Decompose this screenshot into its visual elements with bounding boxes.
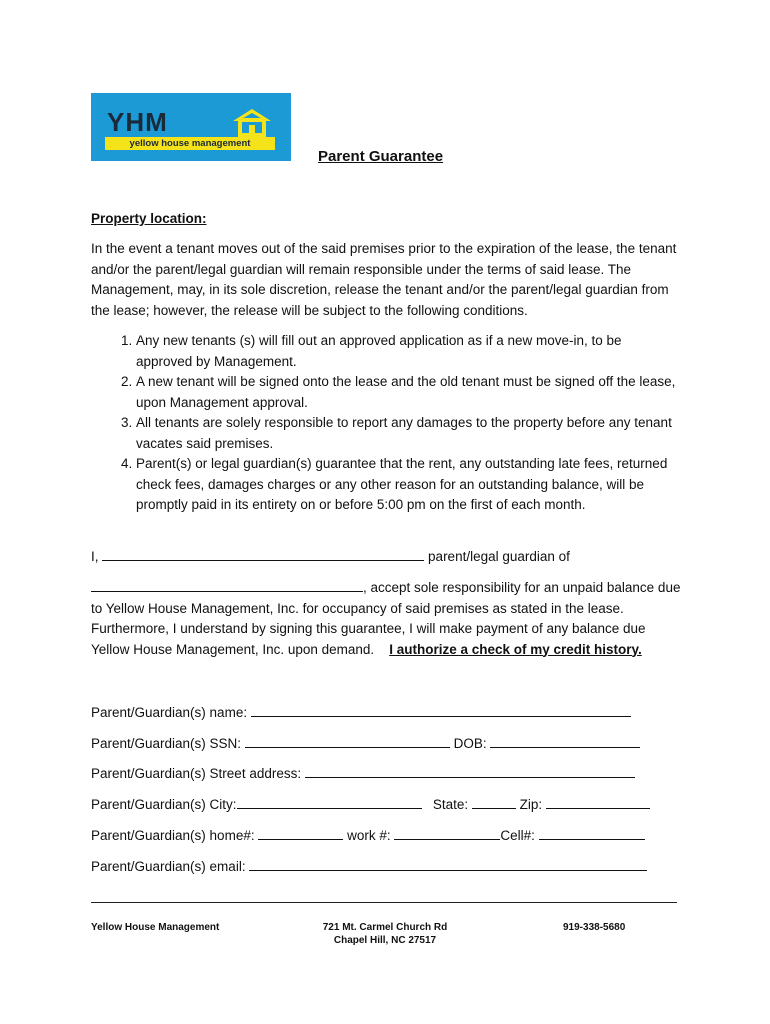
form-row-email xyxy=(91,856,647,877)
home-label: Parent/Guardian(s) home#: xyxy=(91,828,255,843)
zip-field[interactable] xyxy=(546,794,650,809)
ssn-label: Parent/Guardian(s) SSN: xyxy=(91,736,242,751)
form-row-phones xyxy=(91,825,645,846)
footer-address-line1: 721 Mt. Carmel Church Rd xyxy=(322,922,448,933)
form-row-city xyxy=(91,794,650,815)
form-row-ssn xyxy=(91,733,640,754)
form-row-street xyxy=(91,763,635,784)
responsibility-text: , accept sole responsibility for an unpaid balance due to Yellow House Management, Inc. for occupancy of said premises as stated in the lease. Furthermore, I understand by signing this guarantee, I will make payment of any balance due Yellow House Management, Inc. upon demand. xyxy=(91,580,681,657)
list-item: 4. Parent(s) or legal guardian(s) guarantee that the rent, any outstanding late fees, returned check fees, damages charges or any other reason for an outstanding balance, will be promptly paid in its entirety on or before 5:00 pm on the first of each month. xyxy=(136,454,681,516)
street-field[interactable] xyxy=(305,763,635,778)
email-field[interactable] xyxy=(249,856,647,871)
logo-tagline: yellow house management xyxy=(129,138,251,149)
guardian-statement-line xyxy=(91,546,570,568)
footer-phone: 919-338-5680 xyxy=(563,922,626,933)
footer-divider xyxy=(91,902,677,903)
list-item: 3. All tenants are solely responsible to report any damages to the property before any tenant vacates said premises. xyxy=(136,413,681,454)
company-logo xyxy=(91,93,291,161)
street-label: Parent/Guardian(s) Street address: xyxy=(91,766,302,781)
dob-label: DOB: xyxy=(453,736,487,751)
state-field[interactable] xyxy=(472,794,516,809)
document-title: Parent Guarantee xyxy=(318,148,444,165)
list-item: 2. A new tenant will be signed onto the lease and the old tenant must be signed off the lease, upon Management approval. xyxy=(136,372,681,413)
city-field[interactable] xyxy=(237,794,422,809)
credit-authorization: I authorize a check of my credit history. xyxy=(389,641,642,657)
footer-address-line2: Chapel Hill, NC 27517 xyxy=(333,935,437,946)
work-label: work #: xyxy=(347,828,391,843)
house-icon xyxy=(231,107,273,137)
name-field[interactable] xyxy=(251,702,631,717)
conditions-list xyxy=(91,331,681,516)
guardian-name-blank[interactable] xyxy=(102,546,424,561)
home-phone-field[interactable] xyxy=(258,825,343,840)
form-row-name xyxy=(91,702,631,723)
responsibility-paragraph xyxy=(91,577,681,660)
guardian-of-text: parent/legal guardian of xyxy=(428,549,570,564)
state-label: State: xyxy=(432,797,469,812)
zip-label: Zip: xyxy=(519,797,543,812)
name-label: Parent/Guardian(s) name: xyxy=(91,705,248,720)
city-label: Parent/Guardian(s) City: xyxy=(91,797,237,812)
logo-letters: YHM xyxy=(107,107,168,137)
work-phone-field[interactable] xyxy=(394,825,500,840)
footer-address xyxy=(300,921,470,947)
email-label: Parent/Guardian(s) email: xyxy=(91,859,246,874)
cell-phone-field[interactable] xyxy=(539,825,645,840)
ssn-field[interactable] xyxy=(245,733,450,748)
cell-label: Cell#: xyxy=(500,828,535,843)
tenant-name-blank[interactable] xyxy=(91,577,363,592)
dob-field[interactable] xyxy=(490,733,640,748)
property-location-label: Property location: xyxy=(91,211,207,226)
logo-tagline-bar xyxy=(105,137,275,150)
footer-company: Yellow House Management xyxy=(91,922,220,933)
intro-paragraph: In the event a tenant moves out of the said premises prior to the expiration of the lease, the tenant and/or the parent/legal guardian will remain responsible under the terms of said lease. The Management, may, in its sole discretion, release the tenant and/or the parent/legal guardian from the lease; however, the release will be subject to the following conditions. xyxy=(91,241,677,318)
i-prefix: I, xyxy=(91,549,99,564)
list-item: 1. Any new tenants (s) will fill out an approved application as if a new move-in, to be approved by Management. xyxy=(136,331,681,372)
